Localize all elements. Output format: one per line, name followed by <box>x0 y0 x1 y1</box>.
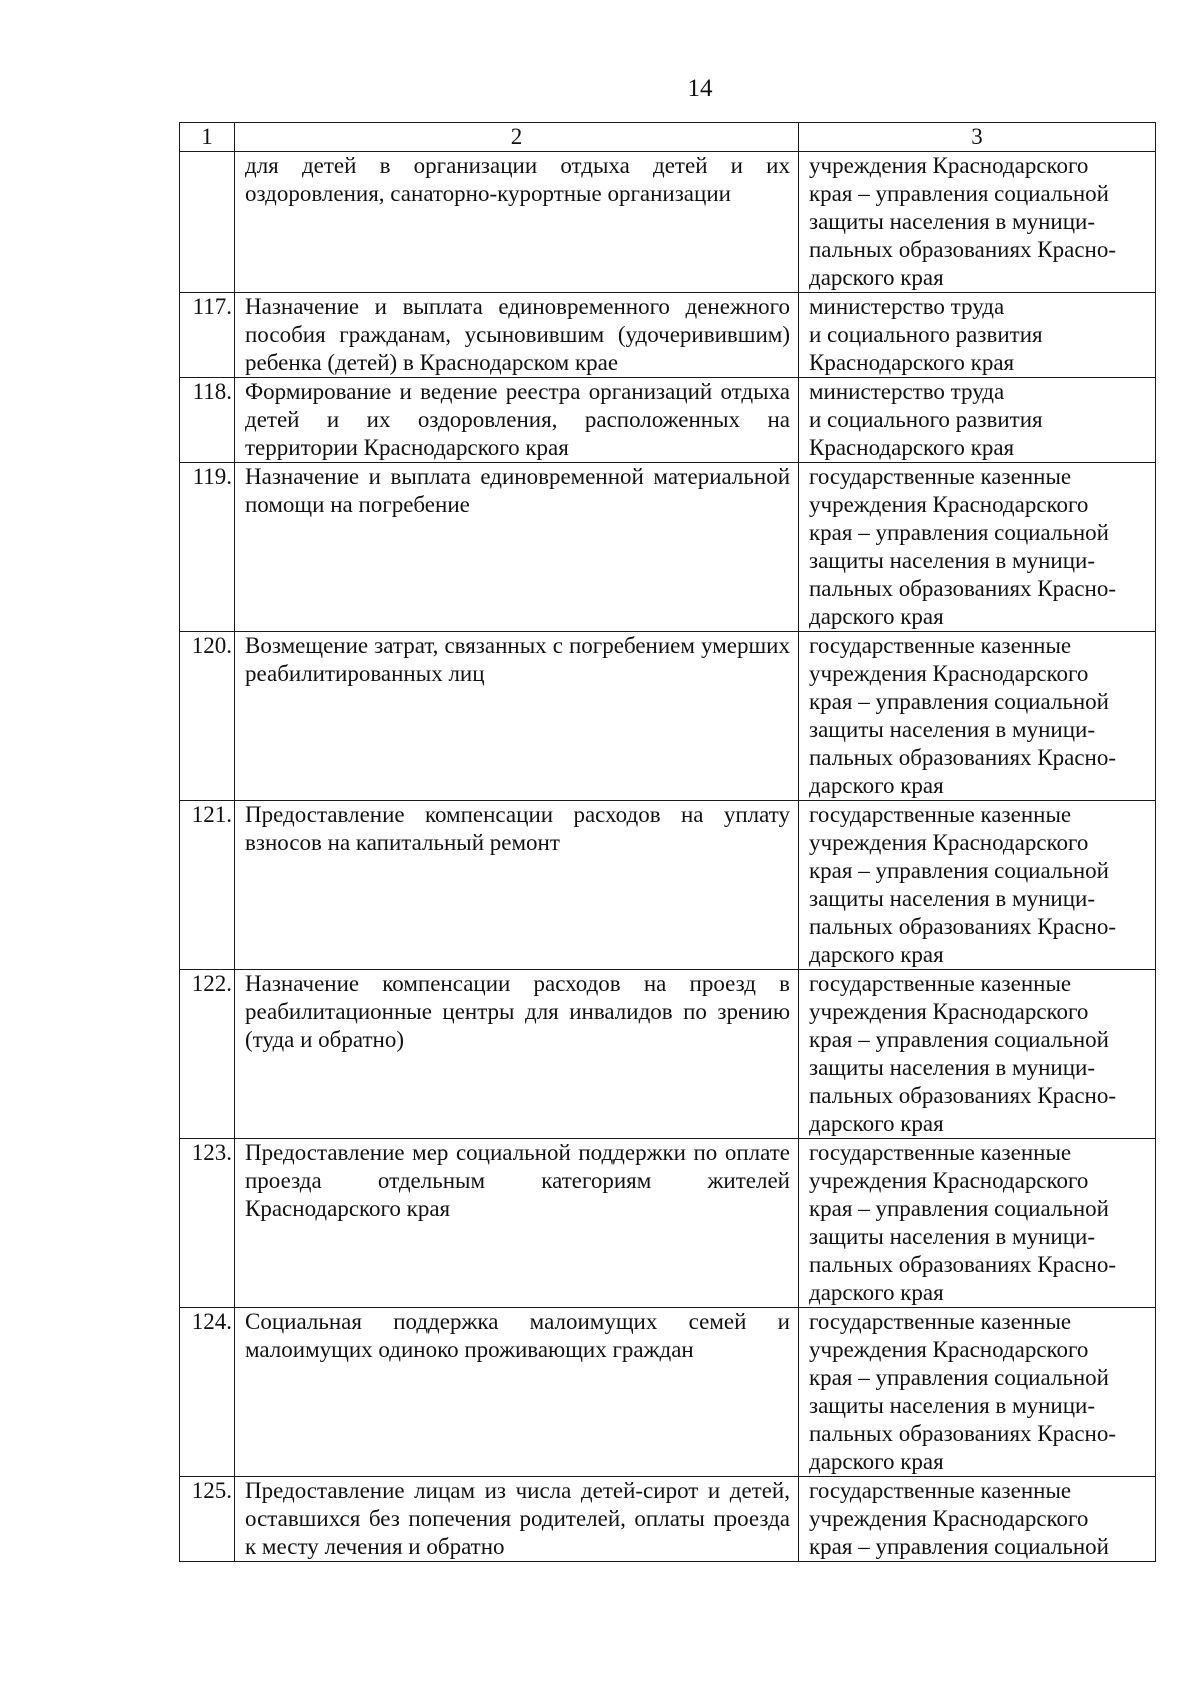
row-number: 119. <box>192 464 232 489</box>
row-number: 118. <box>192 379 232 404</box>
table-row <box>180 463 1156 632</box>
row-description: Назначение и выплата единовременной материальной помощи на погребение <box>245 464 790 517</box>
table-row <box>180 1308 1156 1477</box>
row-number: 122. <box>191 971 232 996</box>
table-row <box>180 801 1156 970</box>
header-cell-3: 3 <box>799 123 1156 152</box>
row-description: Возмещение затрат, связанных с погребением умерших реабилитированных лиц <box>245 633 790 686</box>
row-organization: государственные казенные учреждения Краснодарского края – управления социальной защиты населения в муници- пальных образованиях Красно- дарского края <box>809 802 1116 967</box>
header-cell-2: 2 <box>235 123 799 152</box>
table-row <box>180 970 1156 1139</box>
table-row <box>180 152 1156 293</box>
row-number: 124. <box>191 1309 232 1334</box>
page-number: 14 <box>687 75 713 102</box>
table-row <box>180 1477 1156 1562</box>
row-organization: министерство труда и социального развития Краснодарского края <box>809 294 1043 375</box>
row-organization: государственные казенные учреждения Краснодарского края – управления социальной защиты населения в муници- пальных образованиях Красно- дарского края <box>809 971 1116 1136</box>
row-description: для детей в организации отдыха детей и их оздоровления, санаторно-курортные организации <box>245 153 790 206</box>
row-description: Назначение компенсации расходов на проезд в реабилитационные центры для инвалидов по зрению (туда и обратно) <box>245 971 790 1052</box>
header-cell-1: 1 <box>180 123 235 152</box>
row-organization: государственные казенные учреждения Краснодарского края – управления социальной <box>809 1478 1109 1559</box>
row-organization: государственные казенные учреждения Краснодарского края – управления социальной защиты населения в муници- пальных образованиях Красно- дарского края <box>809 633 1116 798</box>
row-description: Формирование и ведение реестра организаций отдыха детей и их оздоровления, расположенных на территории Краснодарского края <box>245 379 790 460</box>
row-number: 125. <box>191 1478 232 1503</box>
row-number: 117. <box>192 294 232 319</box>
row-organization: государственные казенные учреждения Краснодарского края – управления социальной защиты населения в муници- пальных образованиях Красно- дарского края <box>809 1140 1116 1305</box>
row-number: 120. <box>191 633 232 658</box>
table-row <box>180 1139 1156 1308</box>
row-description: Предоставление компенсации расходов на уплату взносов на капитальный ремонт <box>245 802 790 855</box>
row-description: Предоставление лицам из числа детей-сирот и детей, оставшихся без попечения родителей, оплаты проезда к месту лечения и обратно <box>245 1478 790 1559</box>
row-description: Назначение и выплата единовременного денежного пособия гражданам, усыновившим (удочеривившим) ребенка (детей) в Краснодарском крае <box>245 294 790 375</box>
table-header-row <box>180 123 1156 152</box>
table-row <box>180 632 1156 801</box>
row-description: Социальная поддержка малоимущих семей и малоимущих одиноко проживающих граждан <box>245 1309 790 1362</box>
row-number: 121. <box>191 802 232 827</box>
row-organization: государственные казенные учреждения Краснодарского края – управления социальной защиты населения в муници- пальных образованиях Красно- дарского края <box>809 464 1116 629</box>
services-table <box>179 122 1156 1562</box>
row-organization: учреждения Краснодарского края – управления социальной защиты населения в муници- пальных образованиях Красно- дарского края <box>809 153 1116 290</box>
row-organization: министерство труда и социального развития Краснодарского края <box>809 379 1043 460</box>
table-row <box>180 293 1156 378</box>
row-number: 123. <box>191 1140 232 1165</box>
table-row <box>180 378 1156 463</box>
row-description: Предоставление мер социальной поддержки по оплате проезда отдельным категориям жителей Краснодарского края <box>245 1140 790 1221</box>
row-organization: государственные казенные учреждения Краснодарского края – управления социальной защиты населения в муници- пальных образованиях Красно- дарского края <box>809 1309 1116 1474</box>
